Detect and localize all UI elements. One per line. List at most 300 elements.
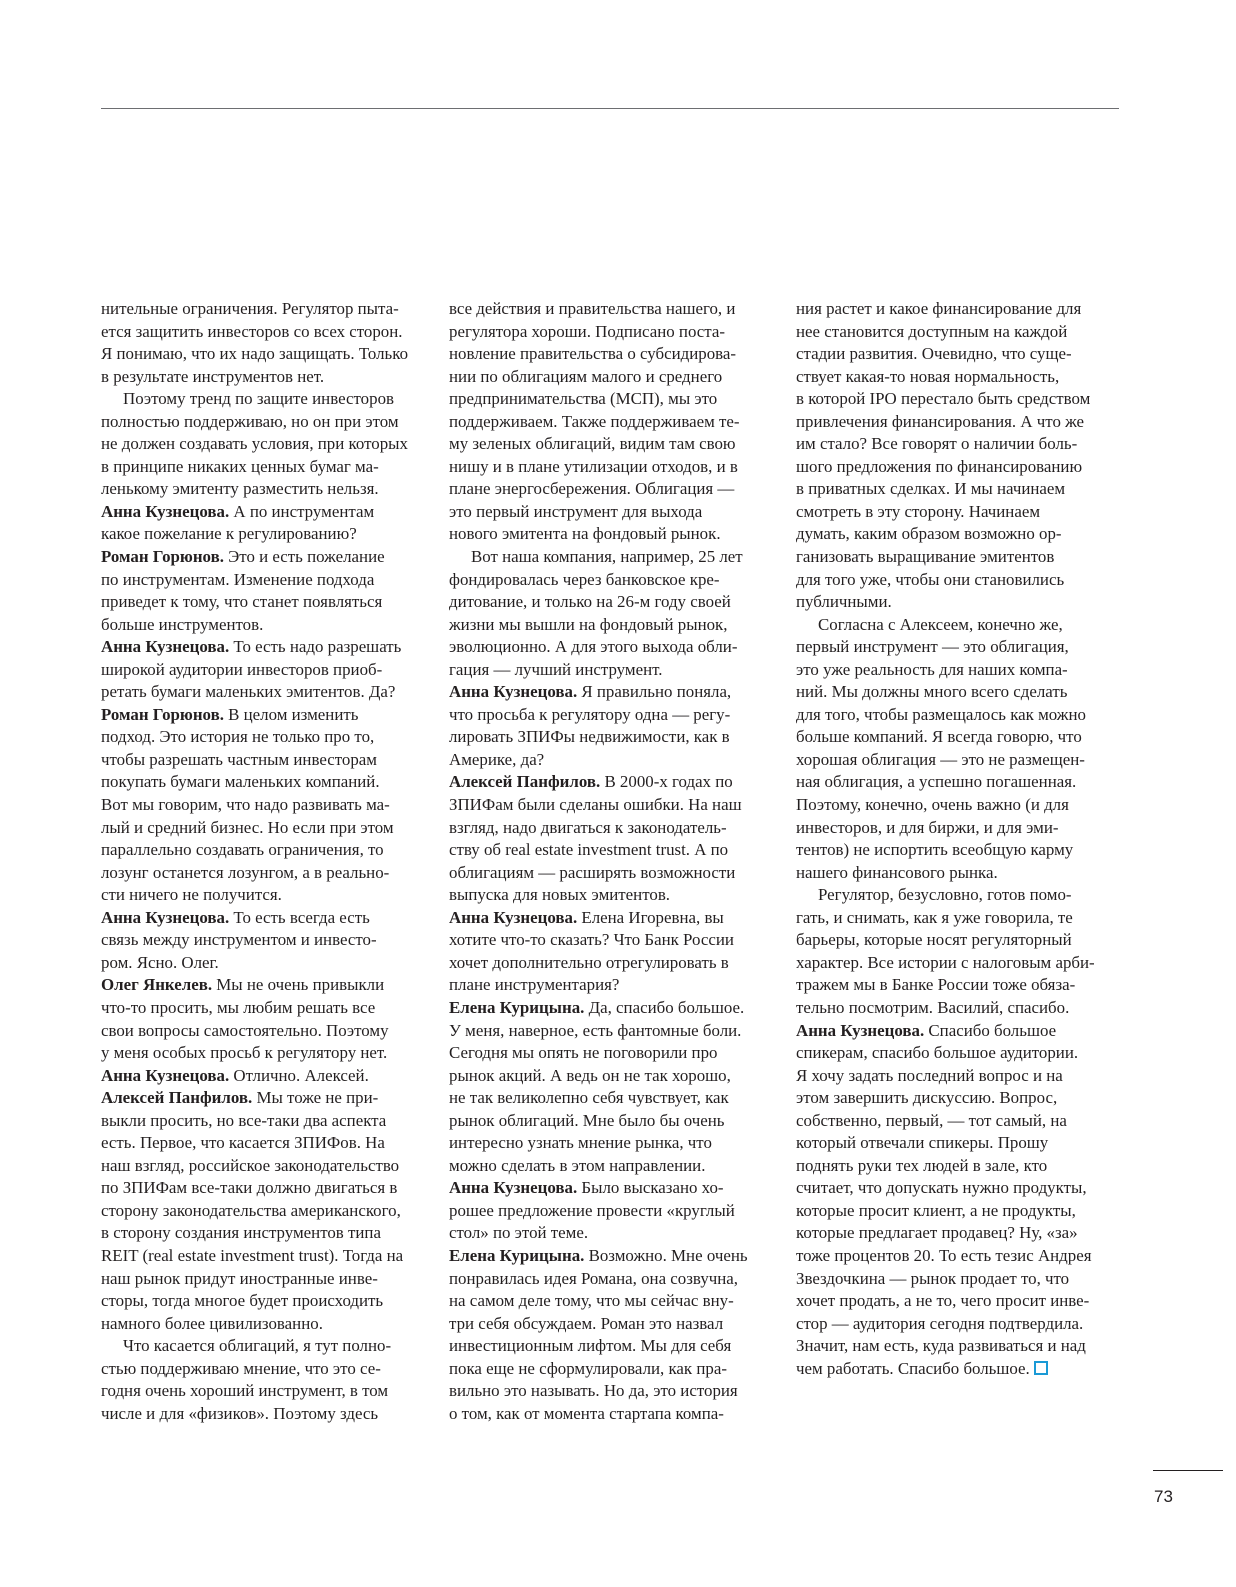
text-line [449, 343, 771, 366]
text-line [449, 1042, 771, 1065]
line-text: ная облигация, а успешно погашенная. [796, 772, 1077, 792]
line-text: ром. Ясно. Олег. [101, 952, 219, 972]
line-text: гать, и снимать, как я уже говорила, те [796, 907, 1073, 927]
line-text: это уже реальность для наших компа- [796, 659, 1068, 679]
text-line [449, 388, 771, 411]
line-text: В 2000-х годах по [600, 772, 733, 792]
text-line [796, 1200, 1118, 1223]
text-line [449, 1110, 771, 1133]
line-text: Вот мы говорим, что надо развивать ма- [101, 795, 390, 815]
line-text: Я правильно поняла, [577, 682, 732, 702]
text-line [449, 659, 771, 682]
text-line [101, 974, 423, 997]
line-text: который отвечали спикеры. Прошу [796, 1133, 1049, 1153]
line-text: чем работать. Спасибо большое. [796, 1358, 1030, 1378]
text-line [101, 1065, 423, 1088]
text-line [449, 411, 771, 434]
line-text: Америке, да? [449, 749, 545, 769]
page-number: 73 [1154, 1487, 1173, 1506]
line-text: плане инструментария? [449, 975, 620, 995]
text-line [449, 704, 771, 727]
text-line [101, 321, 423, 344]
article-column-1 [101, 298, 423, 1425]
line-text: нашего финансового рынка. [796, 862, 998, 882]
text-line [449, 433, 771, 456]
text-line [796, 862, 1118, 885]
line-text: думать, каким образом возможно ор- [796, 524, 1062, 544]
text-line [796, 681, 1118, 704]
text-line [796, 839, 1118, 862]
line-text: параллельно создавать ограничения, то [101, 840, 384, 860]
line-text: хочет дополнительно отрегулировать в [449, 952, 729, 972]
line-text: годня очень хороший инструмент, в том [101, 1381, 389, 1401]
line-text: покупать бумаги маленьких компаний. [101, 772, 380, 792]
text-line [449, 523, 771, 546]
text-line [101, 929, 423, 952]
line-text: У меня, наверное, есть фантомные боли. [449, 1020, 742, 1040]
line-text: намного более цивилизованно. [101, 1313, 323, 1333]
line-text: интересно узнать мнение рынка, что [449, 1133, 712, 1153]
text-line [449, 997, 771, 1020]
text-line [101, 659, 423, 682]
text-line [796, 1313, 1118, 1336]
line-text: в приватных сделках. И мы начинаем [796, 479, 1066, 499]
text-line [449, 1335, 771, 1358]
line-text: стор — аудитория сегодня подтвердила. [796, 1313, 1084, 1333]
text-line [796, 1065, 1118, 1088]
text-line [796, 1245, 1118, 1268]
line-text: полностью поддерживаю, но он при этом [101, 411, 399, 431]
speaker-name: Алексей Панфилов. [101, 1088, 253, 1108]
line-text: рынок акций. А ведь он не так хорошо, [449, 1065, 731, 1085]
line-text: лый и средний бизнес. Но если при этом [101, 817, 394, 837]
text-line [449, 1358, 771, 1381]
text-line [101, 681, 423, 704]
speaker-name: Анна Кузнецова. [449, 682, 578, 702]
speaker-name: Анна Кузнецова. [101, 907, 230, 927]
line-text: эволюционно. А для этого выхода обли- [449, 637, 738, 657]
line-text: этом завершить дискуссию. Вопрос, [796, 1088, 1058, 1108]
text-line [101, 1222, 423, 1245]
line-text: собственно, первый, — тот самый, на [796, 1110, 1067, 1130]
text-line [101, 1155, 423, 1178]
text-line [101, 839, 423, 862]
line-text: характер. Все истории с налоговым арби- [796, 952, 1095, 972]
text-line [796, 411, 1118, 434]
line-text: привлечения финансирования. А что же [796, 411, 1085, 431]
line-text: Что касается облигаций, я тут полно- [123, 1336, 392, 1356]
line-text: То есть всегда есть [229, 907, 370, 927]
text-line [796, 546, 1118, 569]
line-text: То есть надо разрешать [229, 637, 402, 657]
text-line [449, 929, 771, 952]
text-line [449, 862, 771, 885]
line-text: А по инструментам [229, 501, 375, 521]
text-line [449, 1087, 771, 1110]
line-text: ется защитить инвесторов со всех сторон. [101, 321, 403, 341]
line-text: не должен создавать условия, при которых [101, 434, 408, 454]
line-text: на самом деле тому, что мы сейчас вну- [449, 1291, 734, 1311]
line-text: в сторону создания инструментов типа [101, 1223, 381, 1243]
line-text: нишу и в плане утилизации отходов, и в [449, 456, 738, 476]
text-line [449, 974, 771, 997]
line-text: Значит, нам есть, куда развиваться и над [796, 1336, 1086, 1356]
line-text: все действия и правительства нашего, и [449, 299, 736, 318]
text-line [101, 1335, 423, 1358]
text-line [449, 366, 771, 389]
line-text: дитование, и только на 26-м году своей [449, 592, 731, 612]
text-line [101, 523, 423, 546]
text-line [101, 726, 423, 749]
text-line [449, 321, 771, 344]
text-line [796, 1087, 1118, 1110]
text-line [796, 456, 1118, 479]
text-line [449, 456, 771, 479]
text-line [101, 298, 423, 321]
line-text: плане энергосбережения. Облигация — [449, 479, 735, 499]
text-line [796, 749, 1118, 772]
article-column-3 [796, 298, 1118, 1380]
text-line [796, 884, 1118, 907]
text-line [449, 771, 771, 794]
text-line [449, 1245, 771, 1268]
line-text: Елена Игоревна, вы [577, 907, 724, 927]
text-line [449, 839, 771, 862]
text-line [101, 749, 423, 772]
line-text: в результате инструментов нет. [101, 366, 325, 386]
text-line [449, 591, 771, 614]
text-line [101, 1358, 423, 1381]
text-line [449, 569, 771, 592]
line-text: стол» по этой теме. [449, 1223, 589, 1243]
line-text: ния растет и какое финансирование для [796, 299, 1082, 318]
text-line [796, 929, 1118, 952]
text-line [101, 411, 423, 434]
speaker-name: Елена Курицына. [449, 997, 585, 1017]
line-text: выпуска для новых эмитентов. [449, 885, 671, 905]
line-text: публичными. [796, 592, 892, 612]
line-text: гация — лучший инструмент. [449, 659, 663, 679]
line-text: ганизовать выращивание эмитентов [796, 547, 1055, 567]
text-line [796, 1110, 1118, 1133]
speaker-name: Анна Кузнецова. [449, 907, 578, 927]
line-text: подход. Это история не только про то, [101, 727, 375, 747]
line-text: широкой аудитории инвесторов приоб- [101, 659, 383, 679]
line-text: рошее предложение провести «круглый [449, 1200, 735, 1220]
speaker-name: Роман Горюнов. [101, 547, 224, 567]
line-text: чтобы разрешать частным инвесторам [101, 749, 377, 769]
line-text: тражем мы в Банке России тоже обяза- [796, 975, 1076, 995]
text-line [101, 704, 423, 727]
text-line [449, 907, 771, 930]
text-line [796, 1222, 1118, 1245]
line-text: сторы, тогда многое будет происходить [101, 1291, 384, 1311]
text-line [796, 523, 1118, 546]
text-line [796, 974, 1118, 997]
text-line [796, 1132, 1118, 1155]
line-text: наш рынок придут иностранные инве- [101, 1268, 378, 1288]
text-line [796, 771, 1118, 794]
text-line [101, 343, 423, 366]
speaker-name: Анна Кузнецова. [796, 1020, 925, 1040]
line-text: приведет к тому, что станет появляться [101, 592, 383, 612]
text-line [101, 456, 423, 479]
text-line [101, 569, 423, 592]
text-line [796, 1268, 1118, 1291]
text-line [101, 1110, 423, 1133]
text-line [101, 817, 423, 840]
line-text: Это и есть пожелание [223, 547, 385, 567]
text-line [101, 1132, 423, 1155]
text-line [449, 501, 771, 524]
line-text: лозунг останется лозунгом, а в реально- [101, 862, 390, 882]
line-text: связь между инструментом и инвесто- [101, 930, 377, 950]
text-line [101, 862, 423, 885]
line-text: тентов) не испортить всеобщую карму [796, 840, 1074, 860]
text-line [796, 817, 1118, 840]
line-text: Согласна с Алексеем, конечно же, [818, 614, 1063, 634]
text-line [101, 636, 423, 659]
line-text: считает, что допускать нужно продукты, [796, 1178, 1087, 1198]
text-line [101, 1268, 423, 1291]
text-line [449, 681, 771, 704]
line-text: по инструментам. Изменение подхода [101, 569, 375, 589]
text-line [796, 478, 1118, 501]
line-text: ЗПИФам были сделаны ошибки. На наш [449, 795, 742, 815]
text-line [449, 1222, 771, 1245]
line-text: фондировалась через банковское кре- [449, 569, 720, 589]
text-line [796, 591, 1118, 614]
text-line [101, 1403, 423, 1426]
speaker-name: Алексей Панфилов. [449, 772, 601, 792]
line-text: ствует какая-то новая нормальность, [796, 366, 1060, 386]
line-text: им стало? Все говорят о наличии боль- [796, 434, 1078, 454]
line-text: сти ничего не получится. [101, 885, 282, 905]
line-text: сторону законодательства американского, [101, 1200, 401, 1220]
text-line [449, 1065, 771, 1088]
line-text: не так великолепно себя чувствует, как [449, 1088, 729, 1108]
speaker-name: Анна Кузнецова. [101, 1065, 230, 1085]
end-of-article-square-icon [1034, 1361, 1048, 1375]
line-text: барьеры, которые носят регуляторный [796, 930, 1072, 950]
line-text: спикерам, спасибо большое аудитории. [796, 1043, 1079, 1063]
text-line [449, 478, 771, 501]
text-line [796, 1335, 1118, 1358]
text-line [449, 884, 771, 907]
line-text: ретать бумаги маленьких эмитентов. Да? [101, 682, 396, 702]
text-line [101, 952, 423, 975]
line-text: хочет продать, а не то, чего просит инве- [796, 1291, 1090, 1311]
line-text: REIT (real estate investment trust). Тогда на [101, 1245, 404, 1265]
text-line [101, 1380, 423, 1403]
line-text: Мы не очень привыкли [212, 975, 385, 995]
text-line [101, 1290, 423, 1313]
text-line [101, 1313, 423, 1336]
text-line [101, 884, 423, 907]
text-line [796, 997, 1118, 1020]
line-text: предпринимательства (МСП), мы это [449, 389, 718, 409]
text-line [101, 794, 423, 817]
line-text: Отлично. Алексей. [229, 1065, 369, 1085]
line-text: Спасибо большое [924, 1020, 1057, 1040]
text-line [796, 659, 1118, 682]
line-text: стью поддерживаю мнение, что это се- [101, 1358, 381, 1378]
line-text: инвесторов, и для биржи, и для эми- [796, 817, 1059, 837]
text-line [449, 1268, 771, 1291]
line-text: тельно посмотрим. Василий, спасибо. [796, 997, 1070, 1017]
line-text: пока еще не сформулировали, как пра- [449, 1358, 727, 1378]
line-text: в которой IPO перестало быть средством [796, 389, 1091, 409]
text-line [101, 366, 423, 389]
text-line [101, 1020, 423, 1043]
text-line [101, 433, 423, 456]
line-text: больше инструментов. [101, 614, 264, 634]
line-text: у меня особых просьб к регулятору нет. [101, 1043, 388, 1063]
line-text: ленькому эмитенту разместить нельзя. [101, 479, 379, 499]
text-line [101, 1200, 423, 1223]
text-line [101, 501, 423, 524]
line-text: Я хочу задать последний вопрос и на [796, 1065, 1063, 1085]
text-line [796, 388, 1118, 411]
text-line [796, 794, 1118, 817]
line-text: стадии развития. Очевидно, что суще- [796, 344, 1072, 364]
line-text: инвестиционным лифтом. Мы для себя [449, 1336, 732, 1356]
text-line [449, 1132, 771, 1155]
line-text: наш взгляд, российское законодательство [101, 1155, 400, 1175]
text-line [449, 1313, 771, 1336]
text-line [796, 366, 1118, 389]
text-line [101, 1245, 423, 1268]
text-line [101, 591, 423, 614]
text-line [796, 952, 1118, 975]
line-text: нии по облигациям малого и среднего [449, 366, 723, 386]
text-line [449, 614, 771, 637]
speaker-name: Анна Кузнецова. [101, 637, 230, 657]
line-text: новление правительства о субсидирова- [449, 344, 737, 364]
line-text: Регулятор, безусловно, готов помо- [818, 885, 1072, 905]
line-text: Сегодня мы опять не поговорили про [449, 1043, 718, 1063]
article-column-2 [449, 298, 771, 1425]
line-text: взгляд, надо двигаться к законодатель- [449, 817, 727, 837]
line-text: по ЗПИФам все-таки должно двигаться в [101, 1178, 398, 1198]
text-line [796, 726, 1118, 749]
line-text: первый инструмент — это облигация, [796, 637, 1069, 657]
text-line [449, 1155, 771, 1178]
text-line [796, 1290, 1118, 1313]
text-line [449, 1380, 771, 1403]
line-text: Звездочкина — рынок продает то, что [796, 1268, 1070, 1288]
text-line [449, 726, 771, 749]
line-text: Поэтому тренд по защите инвесторов [123, 389, 394, 409]
page-number-rule [1153, 1470, 1223, 1471]
line-text: нового эмитента на фондовый рынок. [449, 524, 721, 544]
text-line [101, 771, 423, 794]
text-line [796, 907, 1118, 930]
speaker-name: Анна Кузнецова. [449, 1178, 578, 1198]
line-text: Поэтому, конечно, очень важно (и для [796, 795, 1069, 815]
line-text: больше компаний. Я всегда говорю, что [796, 727, 1082, 747]
line-text: Да, спасибо большое. [584, 997, 745, 1017]
line-text: рынок облигаций. Мне было бы очень [449, 1110, 725, 1130]
text-line [449, 817, 771, 840]
line-text: Я понимаю, что их надо защищать. Только [101, 344, 409, 364]
line-text: которые предлагает продавец? Ну, «за» [796, 1223, 1078, 1243]
text-line [449, 794, 771, 817]
text-line [101, 1177, 423, 1200]
text-line [796, 1042, 1118, 1065]
text-line [101, 1087, 423, 1110]
line-text: что просьба к регулятору одна — регу- [449, 704, 731, 724]
text-line [101, 1042, 423, 1065]
line-text: которые просит клиент, а не продукты, [796, 1200, 1076, 1220]
line-text: тоже процентов 20. То есть тезис Андрея [796, 1245, 1092, 1265]
line-text: числе и для «физиков». Поэтому здесь [101, 1403, 379, 1423]
line-text: для того уже, чтобы они становились [796, 569, 1065, 589]
line-text: какое пожелание к регулированию? [101, 524, 357, 544]
line-text: о том, как от момента стартапа компа- [449, 1403, 724, 1423]
speaker-name: Олег Янкелев. [101, 975, 213, 995]
line-text: лировать ЗПИФы недвижимости, как в [449, 727, 730, 747]
text-line [796, 1177, 1118, 1200]
speaker-name: Елена Курицына. [449, 1245, 585, 1265]
line-text: свои вопросы самостоятельно. Поэтому [101, 1020, 389, 1040]
text-line [449, 1177, 771, 1200]
text-line [101, 907, 423, 930]
text-line [101, 546, 423, 569]
text-line [449, 1200, 771, 1223]
line-text: для того, чтобы размещалось как можно [796, 704, 1086, 724]
text-line [101, 478, 423, 501]
line-text: ний. Мы должны много всего сделать [796, 682, 1068, 702]
text-line [796, 636, 1118, 659]
line-text: что-то просить, мы любим решать все [101, 997, 376, 1017]
line-text: му зеленых облигаций, видим там свою [449, 434, 736, 454]
line-text: Возможно. Мне очень [584, 1245, 748, 1265]
text-line [449, 636, 771, 659]
line-text: поднять руки тех людей в зале, кто [796, 1155, 1048, 1175]
line-text: нее становится доступным на каждой [796, 321, 1068, 341]
text-line [101, 388, 423, 411]
text-line [449, 1403, 771, 1426]
line-text: шого предложения по финансированию [796, 456, 1083, 476]
line-text: хотите что-то сказать? Что Банк России [449, 930, 734, 950]
speaker-name: Роман Горюнов. [101, 704, 224, 724]
line-text: выкли просить, но все-таки два аспекта [101, 1110, 387, 1130]
line-text: В целом изменить [223, 704, 359, 724]
line-text: поддерживаем. Также поддерживаем те- [449, 411, 740, 431]
line-text: в принципе никаких ценных бумаг ма- [101, 456, 379, 476]
text-line [796, 501, 1118, 524]
line-text: ству об real estate investment trust. А по [449, 840, 729, 860]
text-line [796, 569, 1118, 592]
text-line [796, 704, 1118, 727]
line-text: смотреть в эту сторону. Начинаем [796, 501, 1041, 521]
text-line [449, 298, 771, 321]
line-text: понравилась идея Романа, она созвучна, [449, 1268, 739, 1288]
text-line [449, 546, 771, 569]
speaker-name: Анна Кузнецова. [101, 501, 230, 521]
line-text: нительные ограничения. Регулятор пыта- [101, 299, 399, 318]
text-line [449, 952, 771, 975]
text-line [101, 614, 423, 637]
text-line [101, 997, 423, 1020]
line-text: регулятора хороши. Подписано поста- [449, 321, 726, 341]
text-line [796, 1155, 1118, 1178]
line-text: три себя обсуждаем. Роман это назвал [449, 1313, 724, 1333]
line-text: вильно это называть. Но да, это история [449, 1381, 738, 1401]
line-text: Вот наша компания, например, 25 лет [471, 547, 743, 567]
text-line [796, 343, 1118, 366]
